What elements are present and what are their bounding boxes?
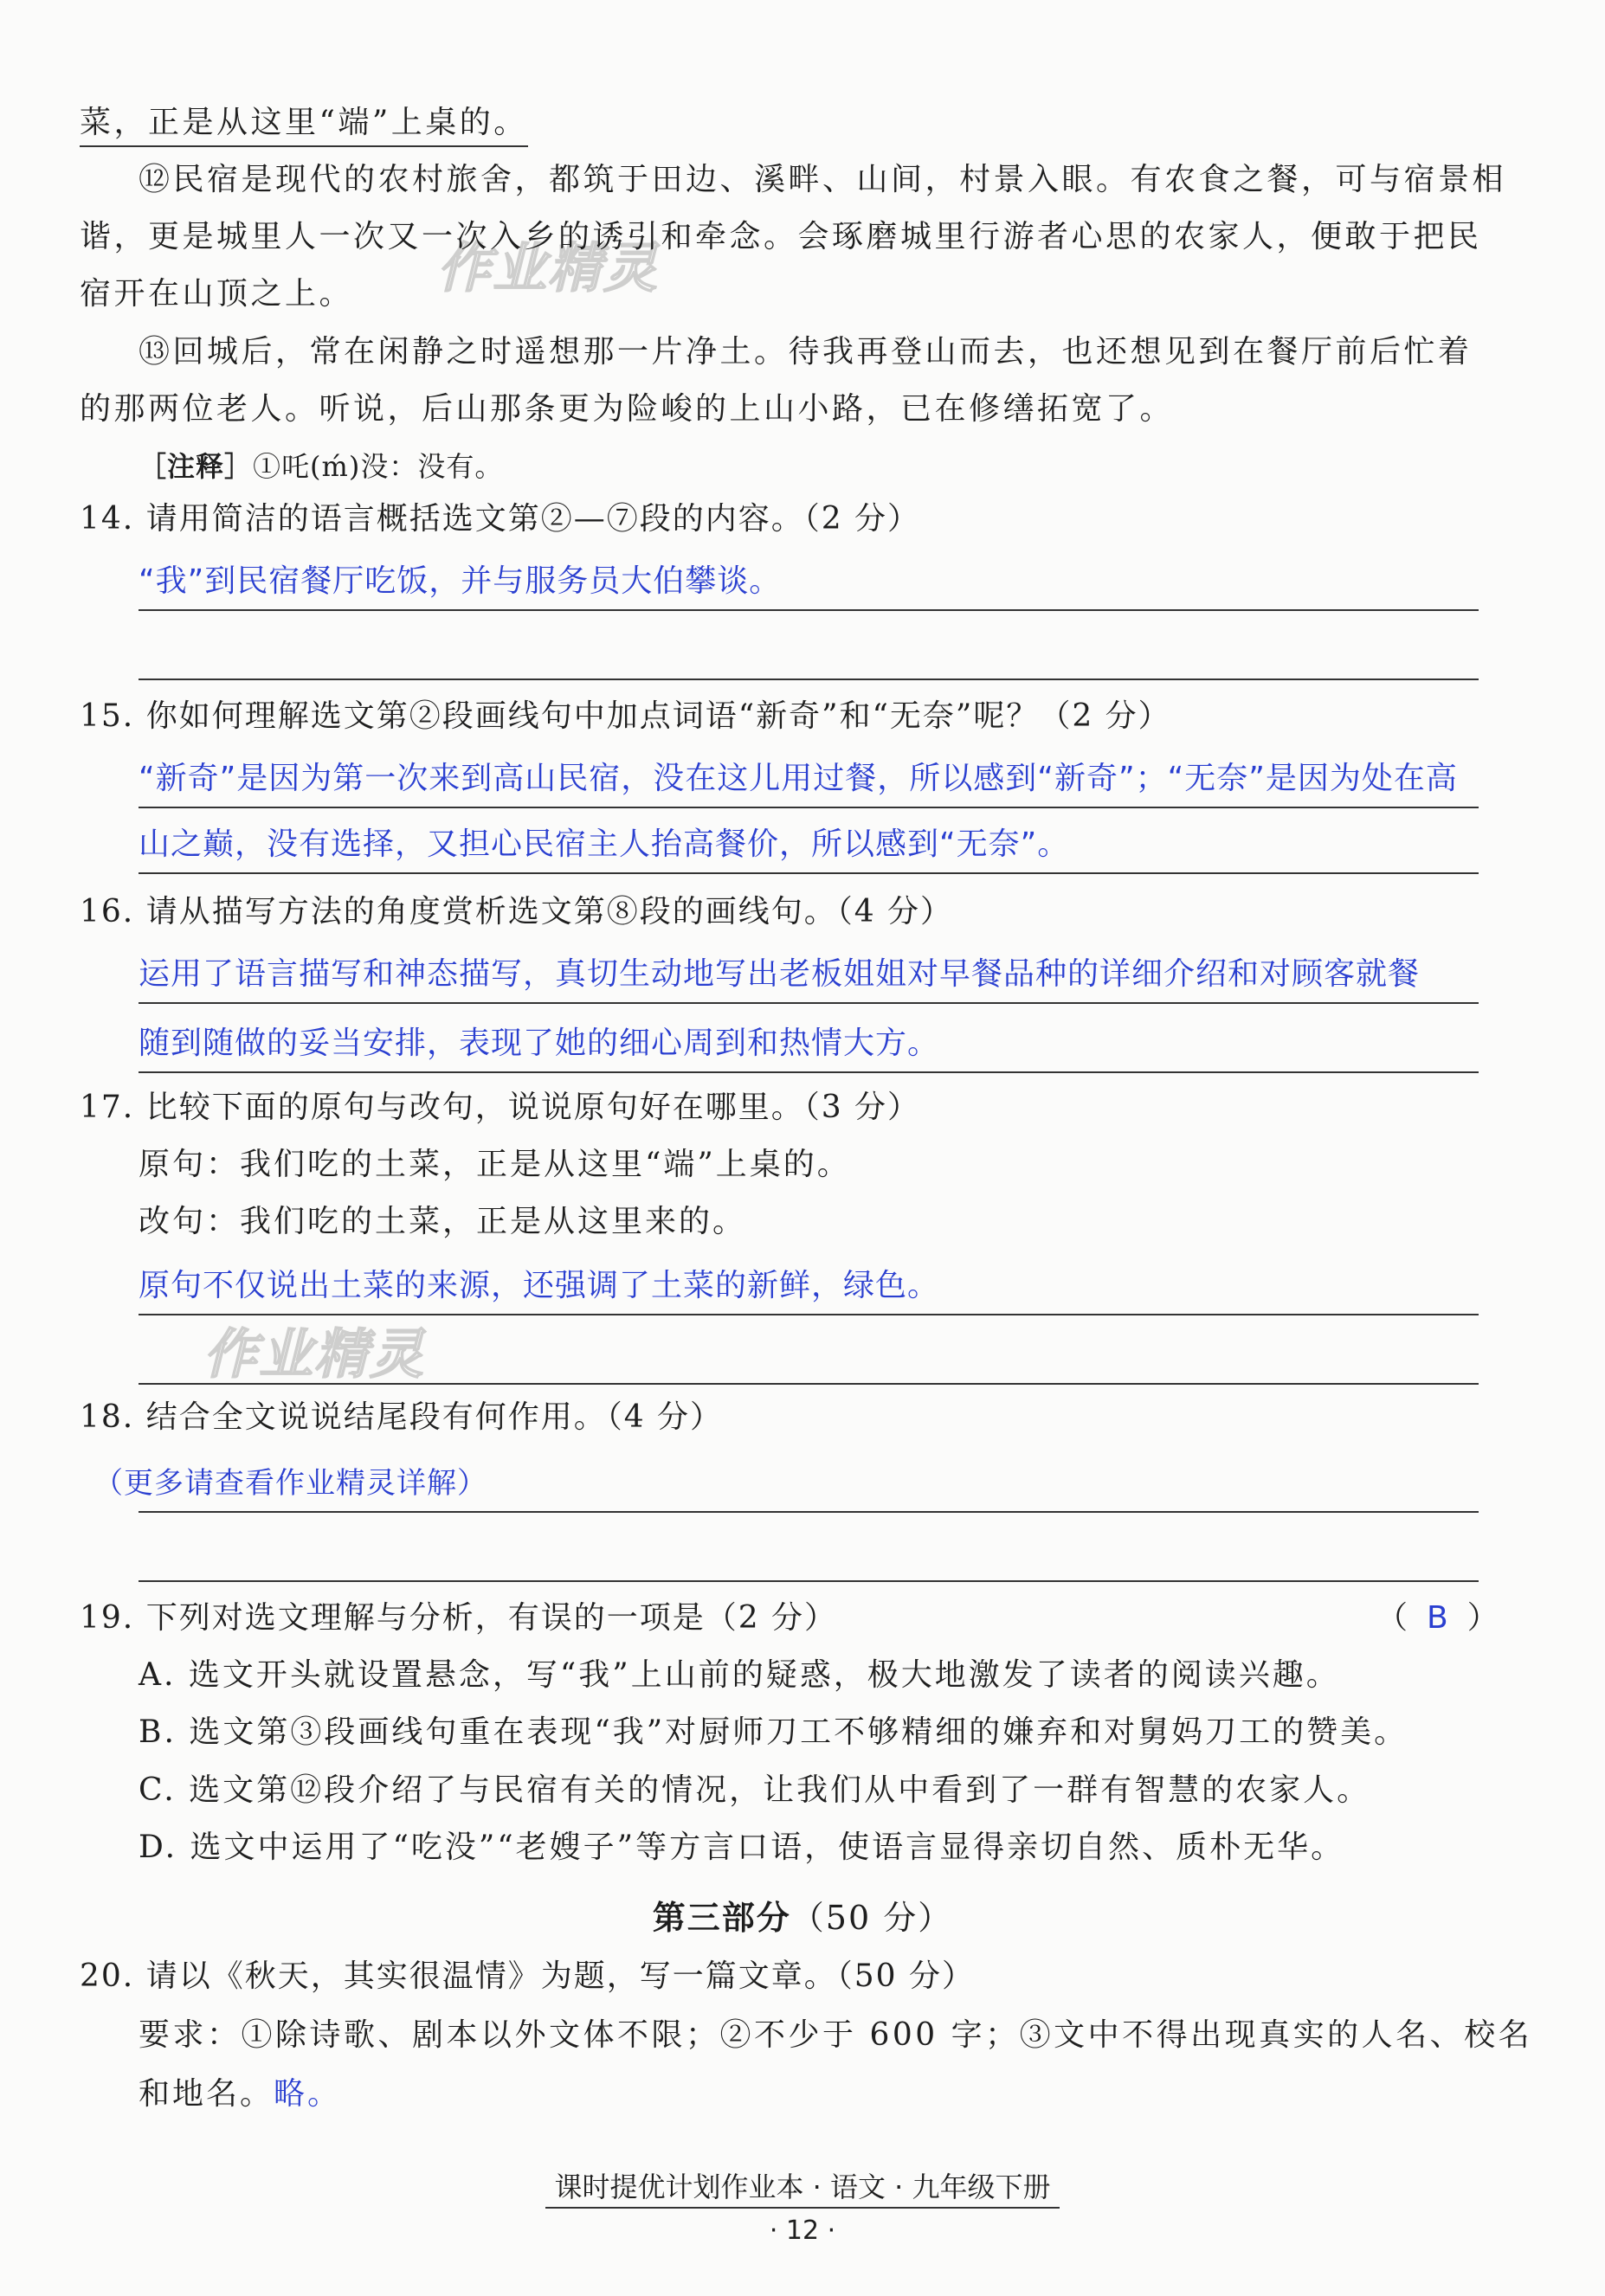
annotation-text: ①吒(ḿ)没：没有。 [253, 450, 504, 483]
answer-line [139, 1314, 1479, 1315]
annotation [139, 446, 503, 487]
requirements-line-2 [139, 2074, 341, 2115]
section-score: （50 分） [790, 1899, 953, 1937]
option-b: B. 选文第③段画线句重在表现“我”对厨师刀工不够精细的嫌弃和对舅妈刀工的赞美。 [139, 1714, 1408, 1750]
answer-17: 原句不仅说出土菜的来源，还强调了土菜的新鲜，绿色。 [139, 1268, 940, 1303]
section-heading [0, 1891, 1605, 1939]
bracket-open: （ [1376, 1600, 1408, 1636]
answer-16-line-1: 运用了语言描写和神态描写，真切生动地写出老板姐姐对早餐品种的详细介绍和对顾客就餐 [139, 956, 1421, 992]
paragraph-13-line-2: 的那两位老人。听说，后山那条更为险峻的上山小路，已在修缮拓宽了。 [80, 391, 1175, 427]
answer-line [139, 609, 1479, 611]
question-18: 18. 结合全文说说结尾段有何作用。（4 分） [80, 1399, 724, 1435]
question-14: 14. 请用简洁的语言概括选文第②—⑦段的内容。（2 分） [80, 501, 921, 537]
answer-line [139, 1002, 1479, 1004]
passage-line: 菜，正是从这里“端”上桌的。 [80, 102, 528, 147]
watermark: 作业精灵 [437, 236, 660, 299]
revised-sentence: 改句：我们吃的土菜，正是从这里来的。 [139, 1204, 747, 1239]
answer-line [139, 1071, 1479, 1073]
option-d: D. 选文中运用了“吃没”“老嫂子”等方言口语，使语言显得亲切自然、质朴无华。 [139, 1830, 1345, 1865]
footer-title [0, 2165, 1605, 2205]
answer-line [139, 1511, 1479, 1513]
requirements-text: 和地名。 [139, 2076, 274, 2112]
paragraph-12-line-3: 宿开在山顶之上。 [80, 276, 354, 312]
answer-bracket [1376, 1598, 1499, 1639]
question-19: 19. 下列对选文理解与分析，有误的一项是（2 分） [80, 1600, 838, 1636]
answer-18: （更多请查看作业精灵详解） [93, 1466, 487, 1501]
answer-14: “我”到民宿餐厅吃饭，并与服务员大伯攀谈。 [139, 563, 782, 599]
answer-line [139, 872, 1479, 874]
watermark: 作业精灵 [203, 1322, 426, 1386]
question-16: 16. 请从描写方法的角度赏析选文第⑧段的画线句。（4 分） [80, 894, 954, 929]
bracket-close: ） [1466, 1600, 1499, 1636]
question-15: 15. 你如何理解选文第②段画线句中加点词语“新奇”和“无奈”呢？（2 分） [80, 698, 1171, 734]
section-title: 第三部分 [652, 1899, 791, 1937]
answer-line [139, 807, 1479, 808]
footer-title-text: 课时提优计划作业本 · 语文 · 九年级下册 [545, 2171, 1059, 2209]
answer-15-line-1: “新奇”是因为第一次来到高山民宿，没在这儿用过餐，所以感到“新奇”；“无奈”是因为处在高 [139, 761, 1458, 796]
question-17: 17. 比较下面的原句与改句，说说原句好在哪里。（3 分） [80, 1090, 921, 1125]
annotation-label: ［注释］ [139, 450, 254, 483]
answer-line [139, 679, 1479, 680]
paragraph-12-line-2: 谐，更是城里人一次又一次入乡的诱引和牵念。会琢磨城里行游者心思的农家人，便敢于把民 [80, 219, 1482, 254]
requirements-line-1: 要求：①除诗歌、剧本以外文体不限；②不少于 600 字；③文中不得出现真实的人名、校名 [139, 2017, 1533, 2053]
answer-19: B [1427, 1600, 1448, 1636]
answer-16-line-2: 随到随做的妥当安排，表现了她的细心周到和热情大方。 [139, 1026, 940, 1061]
paragraph-13-line-1: ⑬回城后，常在闲静之时遥想那一片净土。待我再登山而去，也还想见到在餐厅前后忙着 [139, 334, 1473, 370]
option-c: C. 选文第⑫段介绍了与民宿有关的情况，让我们从中看到了一群有智慧的农家人。 [139, 1772, 1371, 1808]
answer-15-line-2: 山之巅，没有选择，又担心民宿主人抬高餐价，所以感到“无奈”。 [139, 826, 1070, 862]
option-a: A. 选文开头就设置悬念，写“我”上山前的疑惑，极大地激发了读者的阅读兴趣。 [139, 1657, 1340, 1693]
answer-line [139, 1580, 1479, 1582]
paragraph-12-line-1: ⑫民宿是现代的农村旅舍，都筑于田边、溪畔、山间，村景入眼。有农食之餐，可与宿景相 [139, 162, 1507, 197]
original-sentence: 原句：我们吃的土菜，正是从这里“端”上桌的。 [139, 1147, 851, 1182]
page-number: · 12 · [769, 2216, 836, 2246]
question-20: 20. 请以《秋天，其实很温情》为题，写一篇文章。（50 分） [80, 1958, 975, 1994]
answer-line [139, 1383, 1479, 1385]
answer-20: 略。 [274, 2076, 342, 2112]
